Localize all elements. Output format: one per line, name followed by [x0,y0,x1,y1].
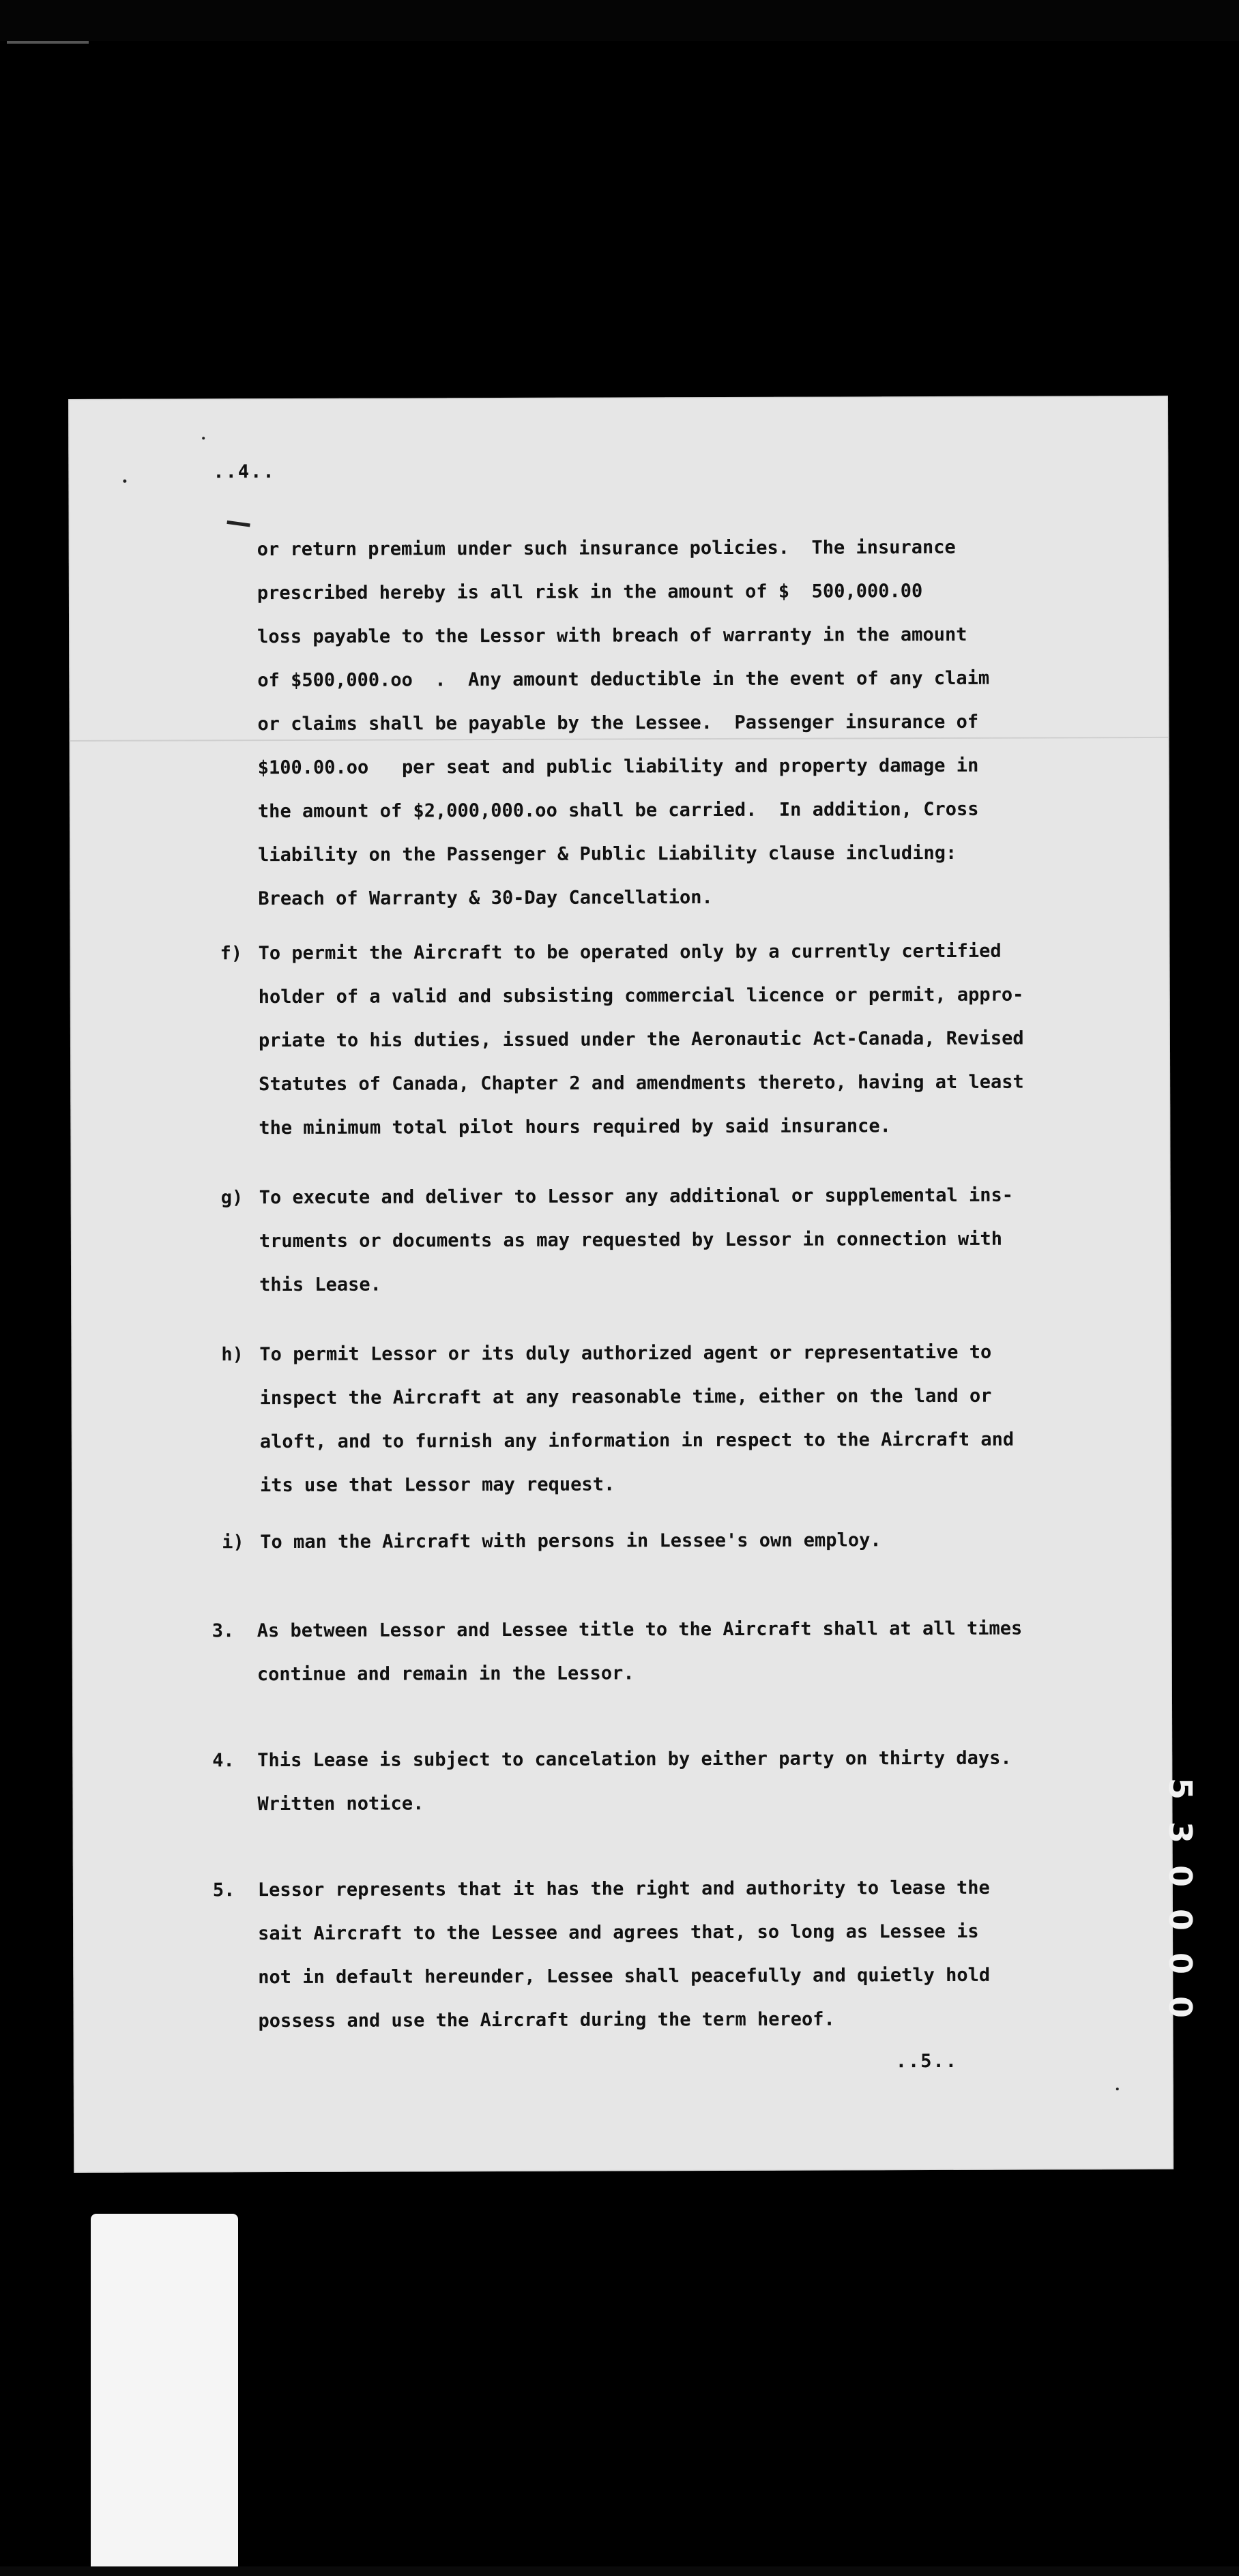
text-line: prescribed hereby is all risk in the amount of $ 500,000.00 [257,581,923,604]
text-line: of $500,000.oo . Any amount deductible in the event of any claim [257,667,990,692]
text-line: To execute and deliver to Lessor any additional or supplemental ins- [259,1184,1014,1209]
text-line: Lessor represents that it has the right and authority to lease the [257,1877,990,1901]
film-top-border [0,0,1239,41]
clause-marker: i) [222,1532,244,1553]
text-line: the minimum total pilot hours required by said insurance. [259,1115,891,1139]
clause-item-i [222,1518,1095,1553]
text-line: Statutes of Canada, Chapter 2 and amendments thereto, having at least [259,1071,1024,1096]
stamp-digit: 0 [1162,1908,1199,1931]
film-edge-mark [7,41,89,44]
text-line: continue and remain in the Lessor. [257,1663,635,1686]
text-line: aloft, and to furnish any information in respect to the Aircraft and [259,1429,1015,1453]
text-line: this Lease. [259,1274,381,1296]
text-line: As between Lessor and Lessee title to the Aircraft shall at all times [257,1618,1023,1642]
clause-text [259,1173,1092,1307]
section-number: 5. [212,1879,235,1901]
page-number-top: ..4.. [213,461,276,483]
text-line: its use that Lessor may request. [259,1474,615,1497]
text-line: not in default hereunder, Lessee shall peacefully and quietly hold [258,1964,991,1989]
document-page [68,396,1174,2173]
section-5 [212,1866,1100,2032]
text-line: $100.00.oo per seat and public liability and property damage in [257,755,979,779]
text-line: loss payable to the Lessor with breach of warranty in the amount [257,624,967,648]
frame-number-stamp [1160,1767,1201,2026]
text-line: liability on the Passenger & Public Liability clause including: [258,842,957,866]
speck [123,480,126,483]
text-line: the amount of $2,000,000.oo shall be carried. In addition, Cross [257,798,979,823]
text-line: To man the Aircraft with persons in Lessee's own employ. [260,1530,881,1553]
continuation-paragraph [257,525,1091,921]
section-text [258,1866,1091,2043]
section-3 [212,1607,1099,1686]
text-line: priate to his duties, issued under the Aeronautic Act-Canada, Revised [258,1027,1024,1052]
text-line: sait Aircraft to the Lessee and agrees that, so long as Lessee is [258,1920,979,1945]
section-text [257,1607,1090,1697]
stamp-digit: 5 [1162,1777,1199,1800]
section-text [257,1736,1090,1826]
clause-text [258,929,1091,1150]
text-line: or claims shall be payable by the Lessee. Passenger insurance of [257,711,979,735]
text-line: Written notice. [257,1793,424,1815]
text-line: To permit the Aircraft to be operated only by a currently certified [258,940,1002,965]
film-leader-patch [91,2214,238,2576]
page-number-bottom: ..5.. [895,2050,958,2073]
clause-marker: g) [220,1187,244,1209]
text-line: possess and use the Aircraft during the term hereof. [258,2008,835,2032]
clause-text [259,1330,1092,1508]
section-4 [212,1736,1099,1815]
clause-item-f [220,929,1093,1139]
text-line: or return premium under such insurance policies. The insurance [257,536,956,561]
stamp-digit: 0 [1162,1864,1199,1887]
section-number: 3. [212,1620,235,1642]
clause-marker: f) [220,943,243,965]
speck [1116,2088,1119,2090]
speck [202,437,205,439]
clause-text [260,1518,1092,1564]
text-line: inspect the Aircraft at any reasonable time, either on the land or [259,1385,992,1409]
stamp-digit: 0 [1162,1995,1199,2018]
clause-marker: h) [221,1344,244,1366]
text-line: holder of a valid and subsisting commercial licence or permit, appro- [258,984,1024,1008]
clause-item-h [221,1330,1094,1497]
stamp-digit: 0 [1162,1952,1199,1974]
text-line: To permit Lessor or its duly authorized agent or representative to [259,1341,992,1366]
section-number: 4. [212,1750,235,1772]
text-line: truments or documents as may requested by Lessor in connection with [259,1228,1003,1253]
stamp-digit: 3 [1162,1821,1199,1843]
text-line: Breach of Warranty & 30-Day Cancellation. [258,887,713,910]
text-line: This Lease is subject to cancelation by either party on thirty days. [257,1747,1012,1772]
film-bottom-border [0,2566,1239,2576]
margin-dash-mark [227,521,250,527]
clause-item-g [220,1173,1094,1296]
